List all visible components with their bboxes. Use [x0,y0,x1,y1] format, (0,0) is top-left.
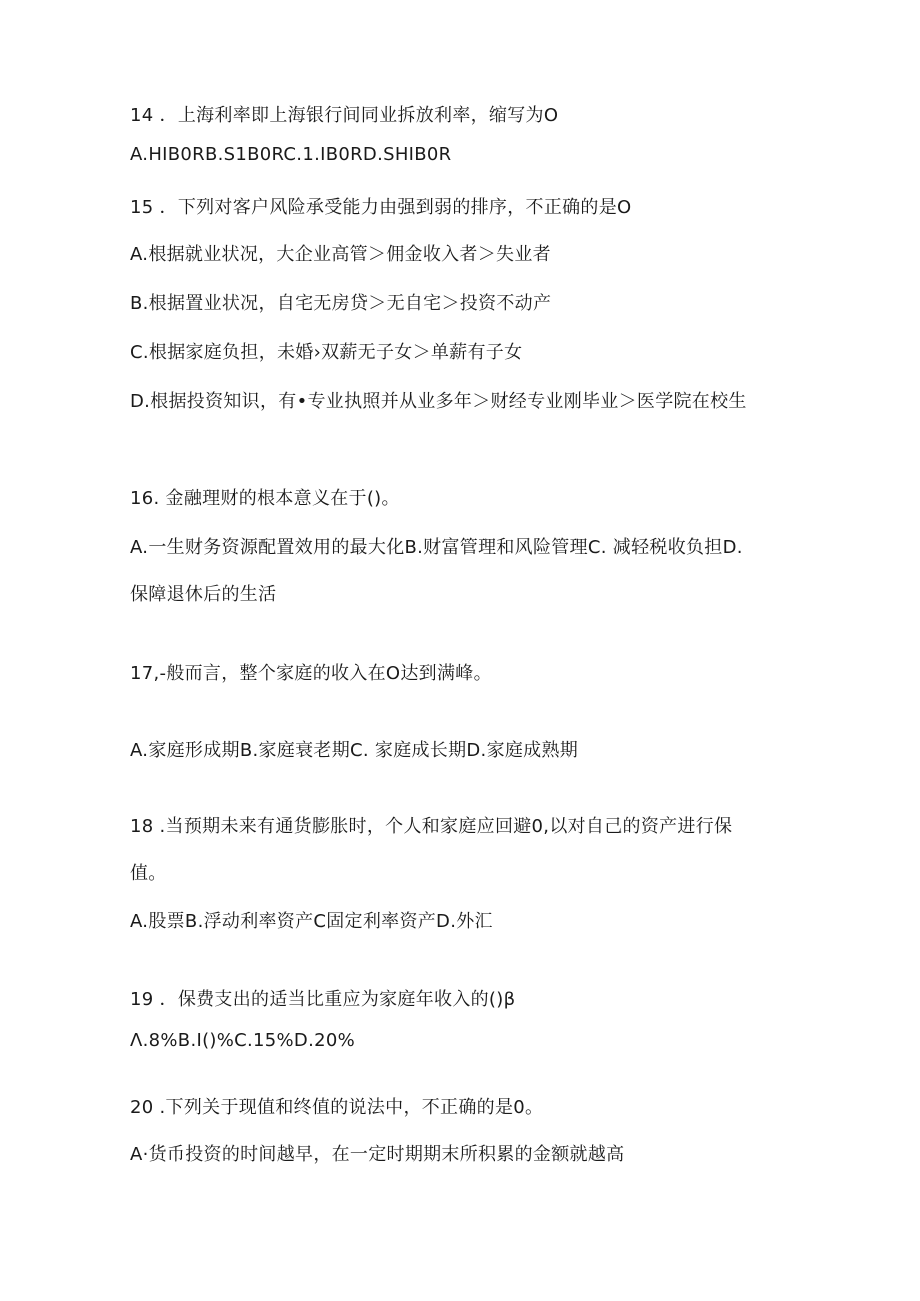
question-15-option-b: B.根据置业状况，自宅无房贷＞无自宅＞投资不动产 [130,293,552,314]
question-16-options-line-1: A.一生财务资源配置效用的最大化B.财富管理和风险管理C. 减轻税收负担D. [130,537,743,558]
question-16-stem: 16. 金融理财的根本意义在于()。 [130,488,400,509]
question-17-stem: 17,-般而言，整个家庭的收入在O达到满峰。 [130,663,492,684]
question-20-option-a: A·货币投资的时间越早，在一定时期期末所积累的金额就越高 [130,1144,625,1165]
question-17-options: A.家庭形成期B.家庭衰老期C. 家庭成长期D.家庭成熟期 [130,740,579,761]
question-14-options: A.HIB0RB.S1B0RC.1.IB0RD.SHIB0R [130,144,452,165]
question-15-option-d: D.根据投资知识，有•专业执照并从业多年＞财经专业刚毕业＞医学院在校生 [130,391,747,412]
question-19-options: Λ.8%B.I()%C.15%D.20% [130,1030,356,1051]
question-15-option-c: C.根据家庭负担，未婚›双薪无子女＞单薪有子女 [130,342,523,363]
question-20-stem: 20 .下列关于现值和终值的说法中，不正确的是0。 [130,1097,544,1118]
question-16-options-line-2: 保障退休后的生活 [130,584,277,605]
question-15-stem: 15 ．下列对客户风险承受能力由强到弱的排序，不正确的是O [130,197,632,218]
question-19-stem: 19 ．保费支出的适当比重应为家庭年收入的()β [130,989,516,1010]
question-15-option-a: A.根据就业状况，大企业高管＞佣金收入者＞失业者 [130,244,551,265]
question-18-stem-line-1: 18 .当预期未来有通货膨胀时，个人和家庭应回避0,以对自己的资产进行保 [130,816,733,837]
question-18-options: A.股票B.浮动利率资产C固定利率资产D.外汇 [130,911,493,932]
question-18-stem-line-2: 值。 [130,863,167,884]
question-14-stem: 14 ．上海利率即上海银行间同业拆放利率，缩写为O [130,105,559,126]
